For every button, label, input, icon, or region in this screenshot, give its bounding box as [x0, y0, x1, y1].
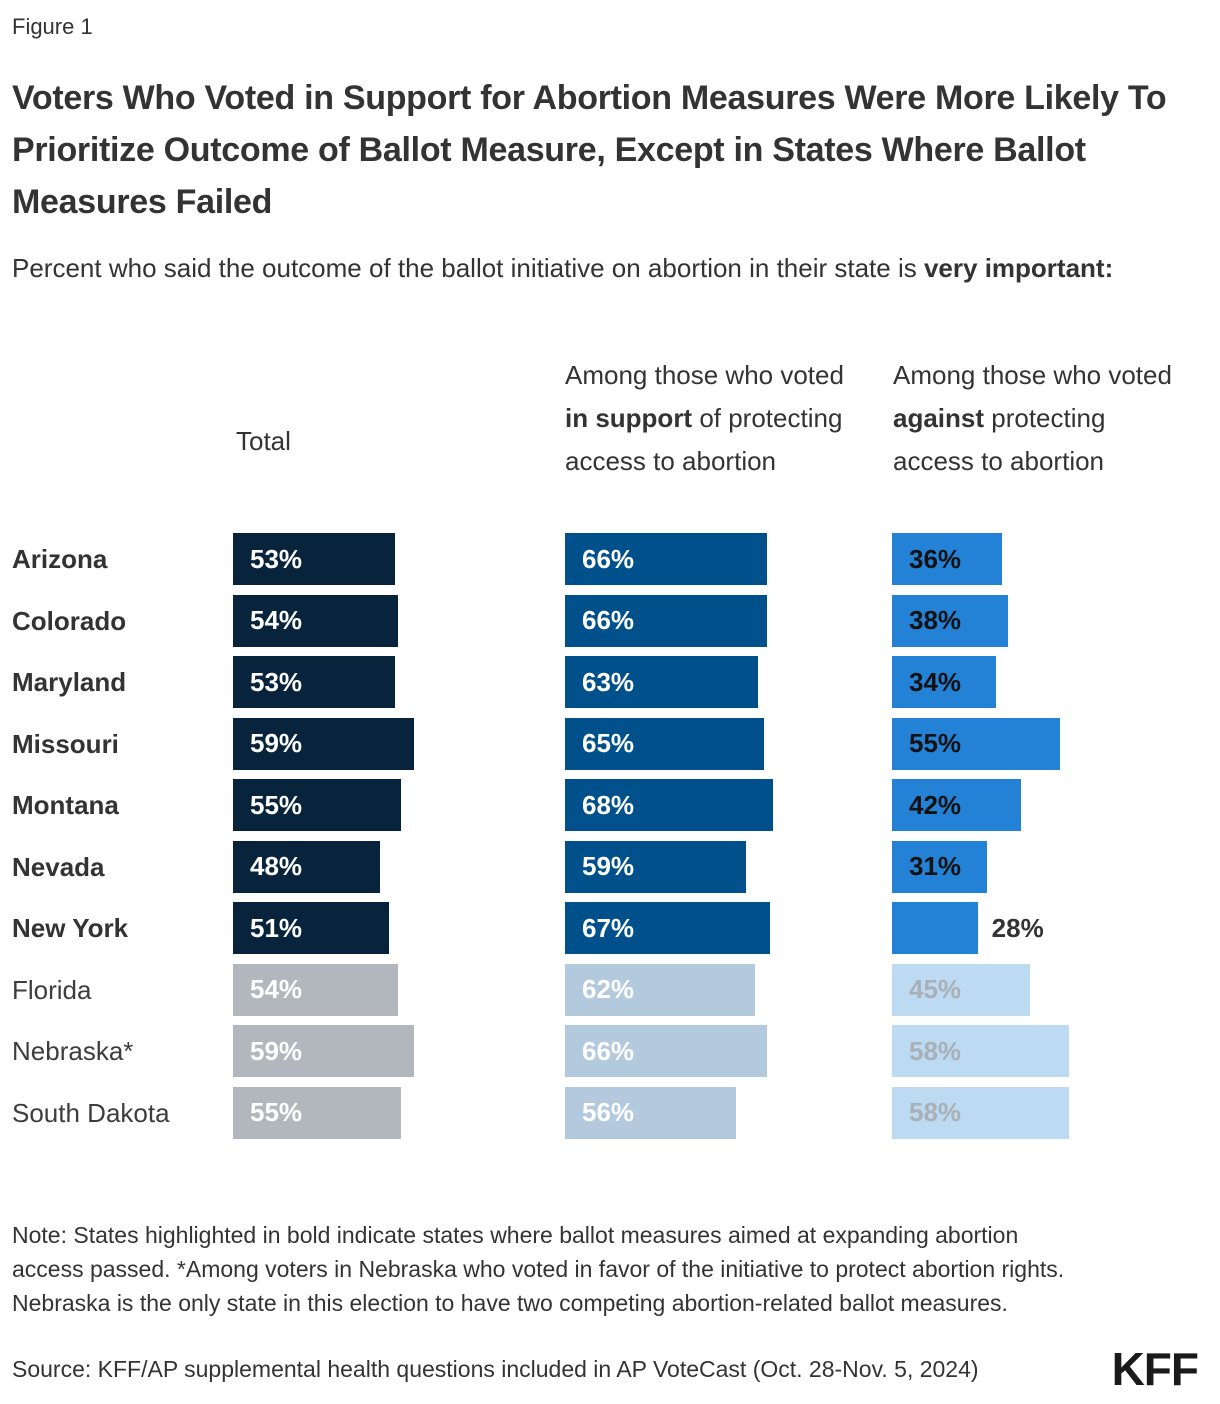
bar-against — [892, 718, 1060, 770]
bar-value-label: 53% — [250, 666, 303, 697]
table-row-colorado — [0, 595, 1220, 657]
state-label: Nebraska* — [12, 1036, 134, 1066]
state-label: Maryland — [12, 667, 127, 697]
table-row-nebraska — [0, 1025, 1220, 1087]
subtitle-bold: very important: — [923, 253, 1114, 283]
bar-value-label: 59% — [250, 1035, 303, 1066]
table-row-nevada — [0, 841, 1220, 903]
bar-value-label: 63% — [582, 666, 635, 697]
bar-support — [565, 718, 764, 770]
bar-value-label: 66% — [582, 605, 635, 635]
bar-support — [565, 964, 755, 1016]
support-header-post: of protecting access to abortion — [565, 403, 843, 476]
bar-value-label: 58% — [909, 1097, 962, 1127]
bar-support — [565, 841, 746, 893]
bar-total — [233, 533, 395, 585]
bar-value-label: 56% — [582, 1097, 635, 1127]
state-label: Colorado — [12, 605, 127, 636]
bar-value-label: 54% — [250, 974, 303, 1004]
bar-total — [233, 656, 395, 708]
chart-subtitle — [12, 248, 1208, 289]
bar-value-label: 38% — [909, 605, 962, 635]
column-header-total: Total — [236, 426, 291, 456]
column-header-against — [893, 354, 1193, 483]
bar-against — [892, 779, 1021, 831]
kff-logo: KFF — [1111, 1343, 1198, 1395]
support-header-pre: Among those who voted — [565, 360, 844, 390]
table-row-south-dakota — [0, 1087, 1220, 1149]
bar-value-label-outside: 28% — [991, 912, 1044, 943]
table-row-montana — [0, 779, 1220, 841]
state-label: Montana — [12, 790, 119, 820]
bar-value-label: 54% — [250, 605, 303, 635]
against-header-pre: Among those who voted — [893, 360, 1172, 390]
bar-against — [892, 841, 987, 893]
bar-value-label: 66% — [582, 543, 635, 574]
bar-value-label: 36% — [909, 543, 962, 574]
page-title: Voters Who Voted in Support for Abortion Measures Were More Likely To Prioritize Outcome of Ballot Measure, Except in States Where Ballot Measures Failed — [12, 79, 1167, 221]
bar-total — [233, 779, 401, 831]
bar-value-label: 55% — [250, 789, 303, 820]
bar-value-label: 31% — [909, 851, 962, 881]
bar-support — [565, 1087, 736, 1139]
figure-label: Figure 1 — [12, 14, 93, 39]
bar-value-label: 58% — [909, 1035, 962, 1066]
table-row-arizona — [0, 533, 1220, 595]
support-header-bold: in support — [565, 403, 693, 433]
table-row-florida — [0, 964, 1220, 1026]
table-row-new-york — [0, 902, 1220, 964]
source-line: Source: KFF/AP supplemental health questions included in AP VoteCast (Oct. 28-Nov. 5, 2024) — [12, 1356, 979, 1382]
bar-total — [233, 902, 389, 954]
subtitle-regular: Percent who said the outcome of the ballot initiative on abortion in their state is — [12, 253, 924, 283]
bar-value-label: 48% — [250, 851, 303, 881]
bar-value-label: 68% — [582, 789, 635, 820]
column-header-support — [565, 354, 873, 483]
bar-against — [892, 533, 1002, 585]
bar-support — [565, 595, 767, 647]
state-label: Missouri — [12, 728, 119, 759]
bar-value-label: 45% — [909, 974, 962, 1004]
bar-against — [892, 1025, 1069, 1077]
bar-against — [892, 964, 1030, 1016]
bar-against — [892, 1087, 1069, 1139]
state-label: South Dakota — [12, 1097, 170, 1128]
state-label: New York — [12, 913, 129, 943]
bar-total — [233, 1025, 414, 1077]
bar-value-label: 51% — [250, 912, 303, 943]
table-row-maryland — [0, 656, 1220, 718]
bar-value-label: 65% — [582, 728, 635, 758]
footnote: Note: States highlighted in bold indicate states where ballot measures aimed at expanding abortion access passed. *Among voters in Nebraska who voted in favor of the initiative to protect abortion rights. Nebraska is the only state in this election to have two competing abortion-related ballot measures. — [12, 1222, 1065, 1316]
bar-value-label: 59% — [250, 728, 303, 758]
against-header-post: protecting access to abortion — [893, 403, 1106, 476]
bar-support — [565, 656, 758, 708]
bar-against — [892, 902, 1044, 954]
bar-value-label: 67% — [582, 912, 635, 943]
bar-total — [233, 595, 398, 647]
bar-against — [892, 656, 996, 708]
bar-value-label: 55% — [909, 728, 962, 758]
against-header-bold: against — [893, 403, 985, 433]
chart-rows — [0, 533, 1220, 1148]
bar-value-label: 66% — [582, 1035, 635, 1066]
bar-value-label: 53% — [250, 543, 303, 574]
bar-total — [233, 964, 398, 1016]
bar-value-label: 59% — [582, 851, 635, 881]
bar-total — [233, 1087, 401, 1139]
state-label: Arizona — [12, 544, 108, 574]
table-row-missouri — [0, 718, 1220, 780]
bar-support — [565, 533, 767, 585]
bar-support — [565, 902, 770, 954]
bar-value-label: 62% — [582, 974, 635, 1004]
bar-value-label: 34% — [909, 666, 962, 697]
bar-total — [233, 718, 414, 770]
bar-against — [892, 595, 1008, 647]
bar-support — [565, 1025, 767, 1077]
state-label: Florida — [12, 974, 92, 1005]
bar-value-label: 42% — [909, 789, 962, 820]
bar-support — [565, 779, 773, 831]
bar-total — [233, 841, 380, 893]
bar-value-label: 55% — [250, 1097, 303, 1127]
state-label: Nevada — [12, 851, 105, 882]
